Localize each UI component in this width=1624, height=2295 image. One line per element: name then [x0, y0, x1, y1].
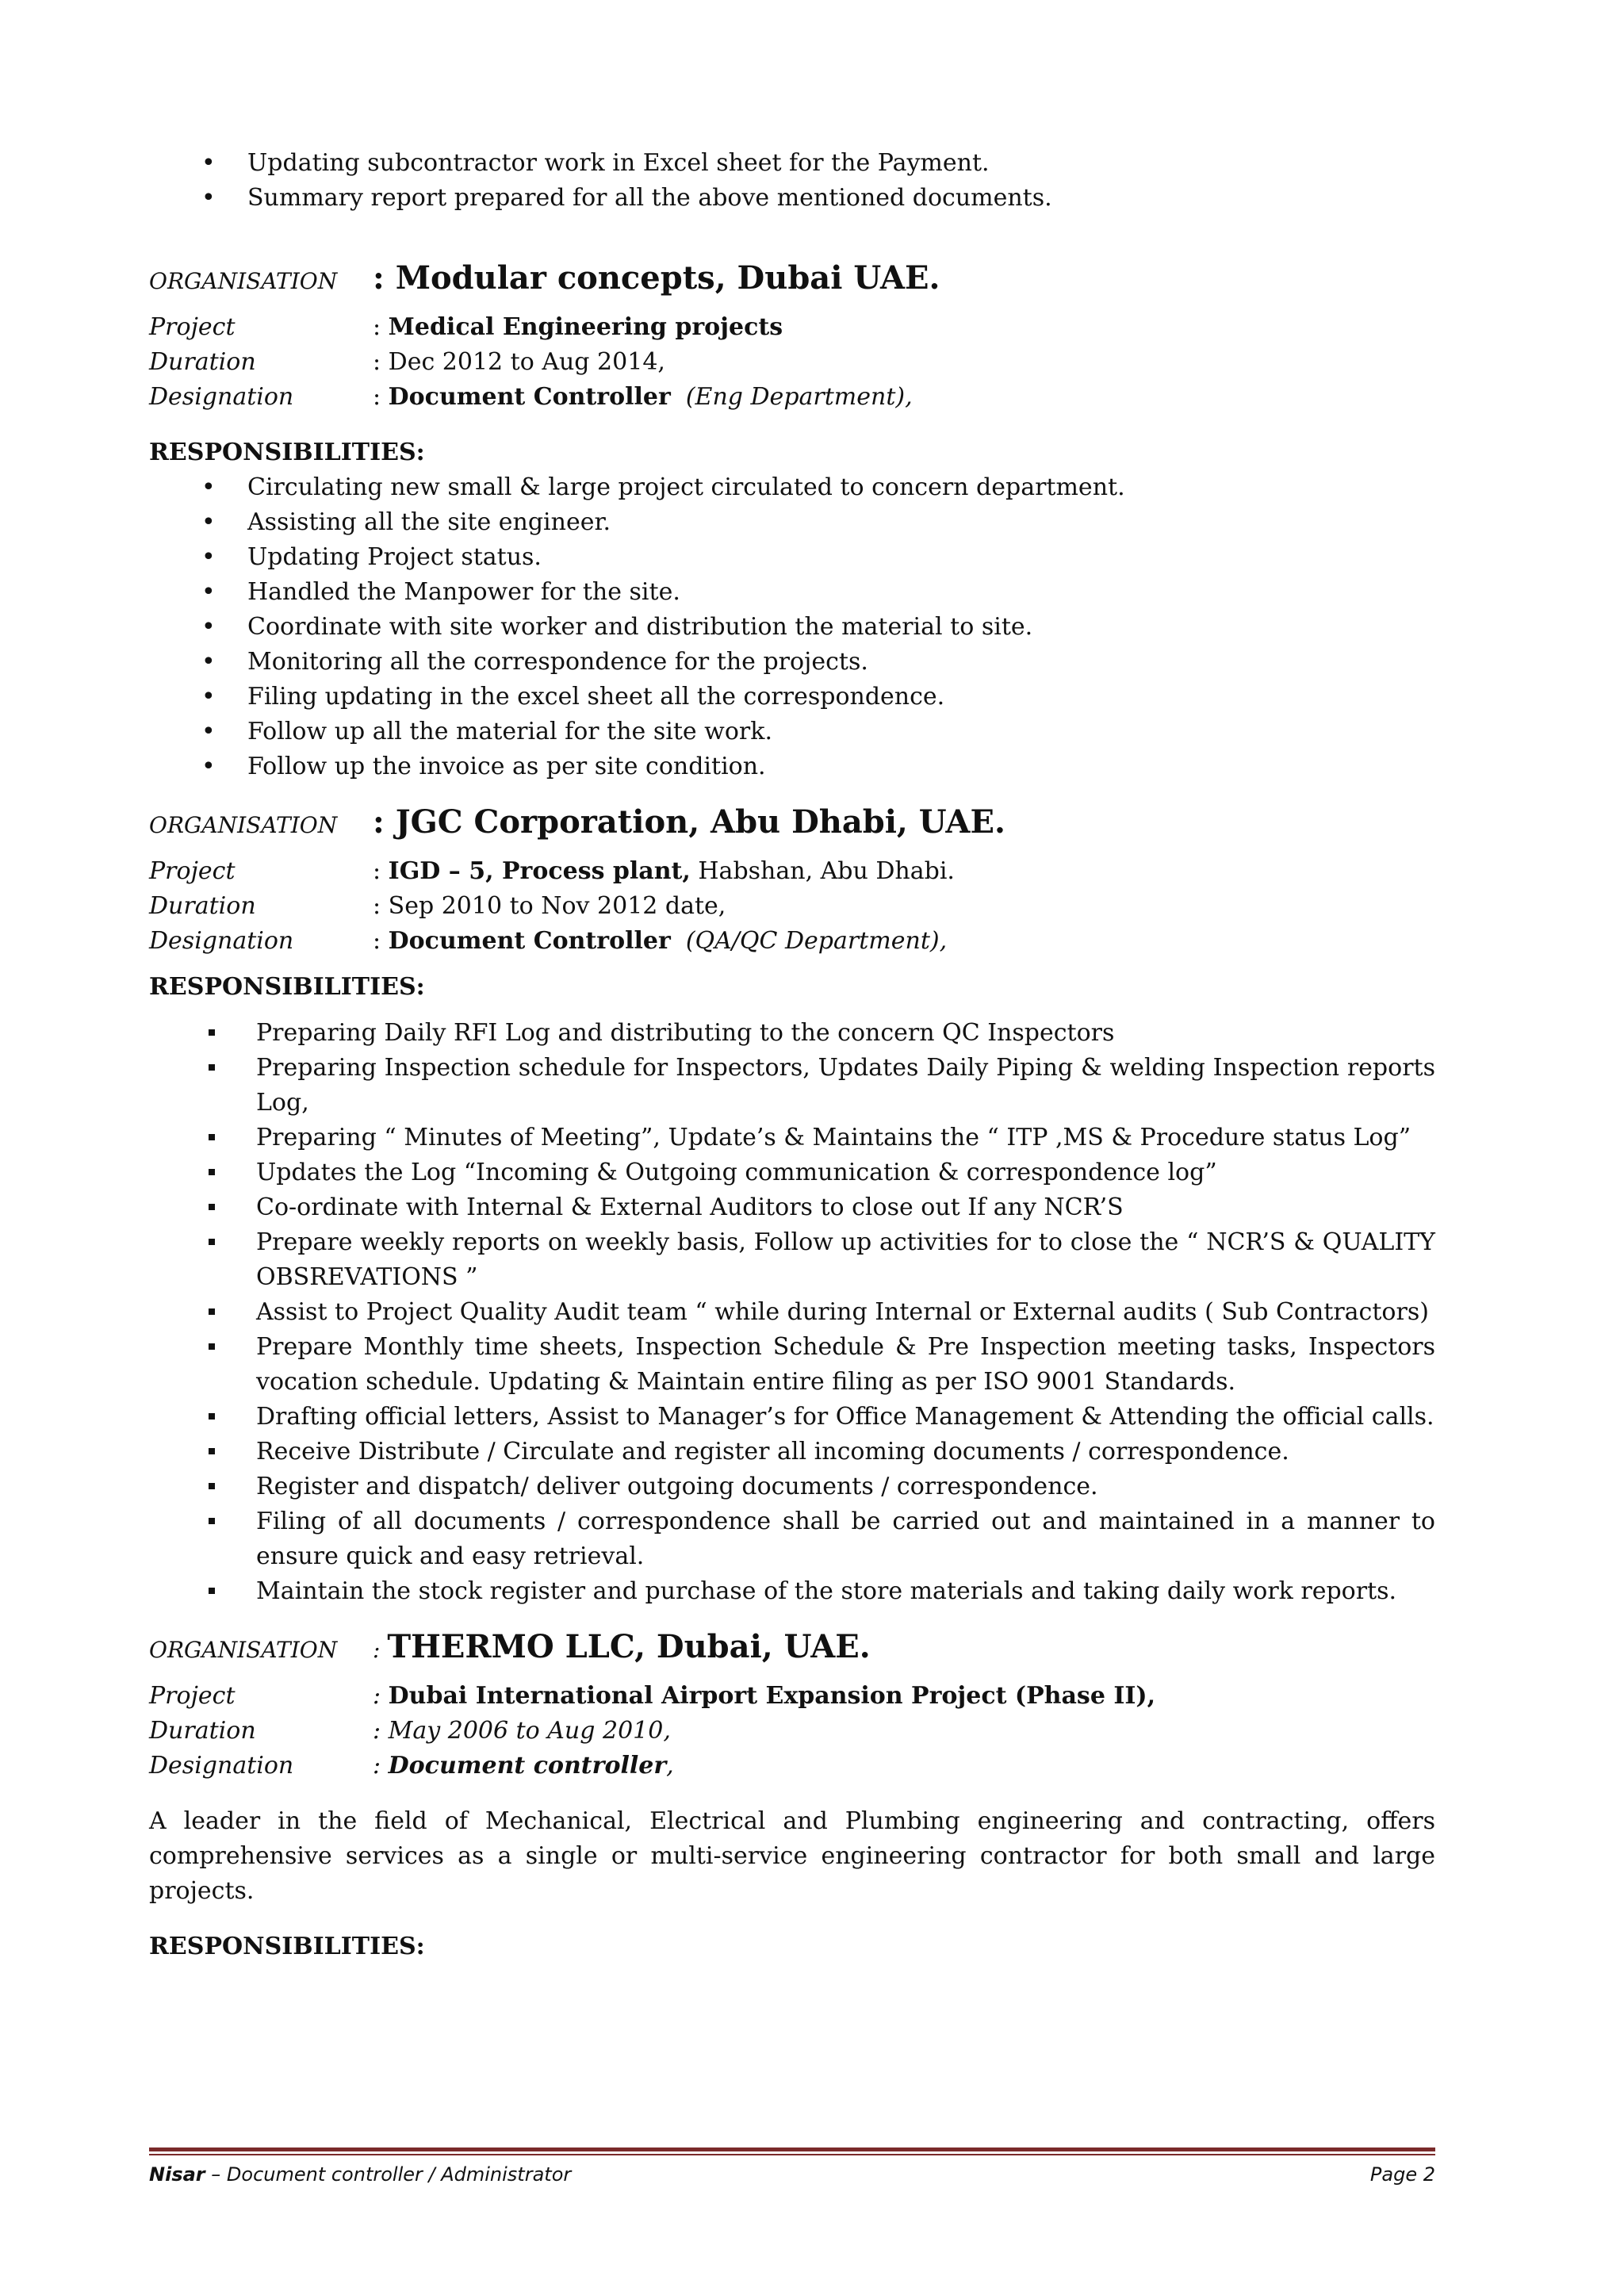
- org3-header: ORGANISATION : THERMO LLC, Dubai, UAE.: [149, 1630, 1435, 1668]
- footer-name: Nisar: [149, 2163, 205, 2186]
- org2-project: IGD – 5, Process plant,: [388, 857, 691, 885]
- org2-details: Project : IGD – 5, Process plant, Habshan, Abu Dhabi. Duration : Sep 2010 to Nov 2012 date, Designation : Document Controller (QA/QC Department),: [149, 854, 1435, 959]
- org1-details: Project : Medical Engineering projects Duration : Dec 2012 to Aug 2014, Designation : Document Controller (Eng Department),: [149, 310, 1435, 415]
- org1-designation: Document Controller: [388, 383, 671, 411]
- list-item: • Follow up all the material for the site work.: [149, 715, 1435, 749]
- org1-header: [149, 261, 1435, 299]
- list-item: • Summary report prepared for all the above mentioned documents.: [149, 181, 1435, 216]
- list-item: • Assisting all the site engineer.: [149, 505, 1435, 540]
- list-item: • Follow up the invoice as per site condition.: [149, 749, 1435, 784]
- list-item: Co-ordinate with Internal & External Auditors to close out If any NCR’S: [149, 1190, 1435, 1225]
- top-bullet-list: [149, 146, 1435, 216]
- org3-description: A leader in the field of Mechanical, Electrical and Plumbing engineering and contracting, offers comprehensive services as a single or multi-service engineering contractor for both small and large projects.: [149, 1807, 1435, 1905]
- org2-department: (QA/QC Department),: [685, 927, 948, 955]
- list-item: • Updating Project status.: [149, 540, 1435, 575]
- list-item: Maintain the stock register and purchase of the store materials and taking daily work reports.: [149, 1574, 1435, 1609]
- org3-duration: : May 2006 to Aug 2010,: [373, 1717, 671, 1745]
- list-item: • Handled the Manpower for the site.: [149, 575, 1435, 610]
- list-item: • Monitoring all the correspondence for the projects.: [149, 645, 1435, 680]
- page-number: Page 2: [1369, 2163, 1435, 2186]
- org1-project: Medical Engineering projects: [388, 313, 783, 341]
- org2-responsibilities: [149, 1016, 1435, 1609]
- footer-divider-thin: [149, 2154, 1435, 2155]
- designation-label: Designation: [149, 927, 294, 955]
- responsibilities-heading: RESPONSIBILITIES:: [149, 1933, 425, 1960]
- org1-responsibilities: [149, 470, 1435, 784]
- project-label: Project: [149, 313, 236, 341]
- list-item: Receive Distribute / Circulate and register all incoming documents / correspondence.: [149, 1435, 1435, 1469]
- list-item: • Filing updating in the excel sheet all the correspondence.: [149, 680, 1435, 715]
- project-label: Project: [149, 1682, 236, 1710]
- responsibilities-heading: RESPONSIBILITIES:: [149, 973, 425, 1001]
- project-label: Project: [149, 857, 236, 885]
- list-item: • Updating subcontractor work in Excel sheet for the Payment.: [149, 146, 1435, 181]
- org2-duration: : Sep 2010 to Nov 2012 date,: [373, 892, 726, 920]
- organisation-label: ORGANISATION: [149, 812, 338, 838]
- org2-project-location: Habshan, Abu Dhabi.: [690, 857, 955, 885]
- org3-details: Project : Dubai International Airport Expansion Project (Phase II), Duration : May 2006 to Aug 2010, Designation : Document controller,: [149, 1679, 1435, 1784]
- org1-department: (Eng Department),: [685, 383, 913, 411]
- organisation-label: ORGANISATION: [149, 1637, 338, 1663]
- list-item: Prepare weekly reports on weekly basis, Follow up activities for to close the “ NCR’S & QUALITY OBSREVATIONS ”: [149, 1225, 1435, 1295]
- list-item: • Circulating new small & large project circulated to concern department.: [149, 470, 1435, 505]
- duration-label: Duration: [149, 1717, 256, 1745]
- org2-designation: Document Controller: [388, 927, 671, 955]
- org2-header: [149, 805, 1435, 843]
- list-item: Assist to Project Quality Audit team “ while during Internal or External audits ( Sub Contractors): [149, 1295, 1435, 1330]
- org1-name: : Modular concepts, Dubai UAE.: [373, 259, 940, 297]
- duration-label: Duration: [149, 892, 256, 920]
- list-item: Drafting official letters, Assist to Manager’s for Office Management & Attending the official calls.: [149, 1400, 1435, 1435]
- list-item: Prepare Monthly time sheets, Inspection Schedule & Pre Inspection meeting tasks, Inspectors vocation schedule. Updating & Maintain entire filing as per ISO 9001 Standards.: [149, 1330, 1435, 1400]
- resume-page: [149, 146, 1435, 1964]
- list-item: Filing of all documents / correspondence shall be carried out and maintained in a manner to ensure quick and easy retrieval.: [149, 1504, 1435, 1574]
- list-item: Updates the Log “Incoming & Outgoing communication & correspondence log”: [149, 1155, 1435, 1190]
- organisation-label: ORGANISATION: [149, 268, 338, 294]
- duration-label: Duration: [149, 348, 256, 376]
- footer-divider: [149, 2147, 1435, 2151]
- list-item: Preparing Daily RFI Log and distributing to the concern QC Inspectors: [149, 1016, 1435, 1051]
- page-footer: [149, 2160, 1435, 2189]
- org1-duration: : Dec 2012 to Aug 2014,: [373, 348, 665, 376]
- org3-designation: Document controller: [388, 1752, 667, 1780]
- org2-name: : JGC Corporation, Abu Dhabi, UAE.: [373, 803, 1005, 841]
- org3-name: THERMO LLC, Dubai, UAE.: [387, 1628, 871, 1665]
- org3-project: Dubai International Airport Expansion Project (Phase II),: [388, 1682, 1156, 1710]
- footer-role: – Document controller / Administrator: [205, 2163, 572, 2186]
- list-item: Preparing “ Minutes of Meeting”, Update’s & Maintains the “ ITP ,MS & Procedure status Log”: [149, 1121, 1435, 1155]
- list-item: Register and dispatch/ deliver outgoing documents / correspondence.: [149, 1469, 1435, 1504]
- designation-label: Designation: [149, 383, 294, 411]
- designation-label: Designation: [149, 1752, 294, 1780]
- list-item: • Coordinate with site worker and distribution the material to site.: [149, 610, 1435, 645]
- list-item: Preparing Inspection schedule for Inspectors, Updates Daily Piping & welding Inspection reports Log,: [149, 1051, 1435, 1121]
- responsibilities-heading: RESPONSIBILITIES:: [149, 439, 425, 466]
